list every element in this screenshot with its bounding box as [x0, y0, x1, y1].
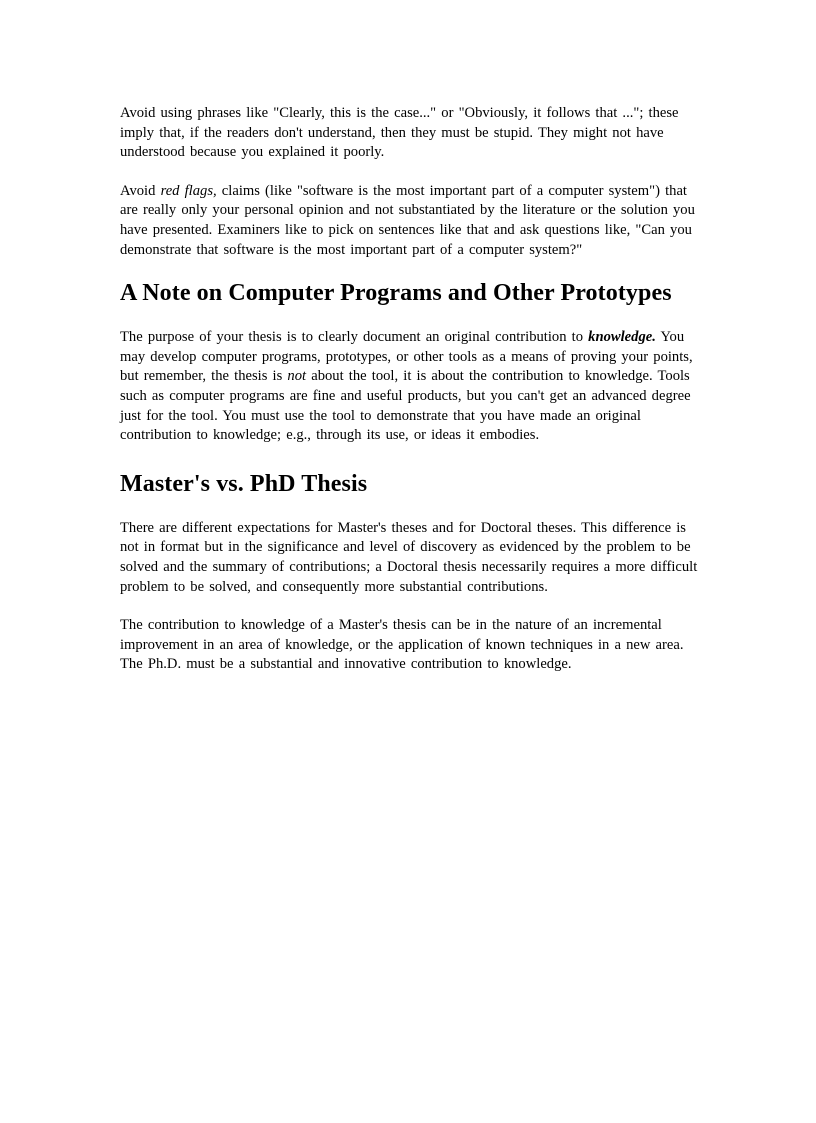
paragraph-contribution: The contribution to knowledge of a Master's thesis can be in the nature of an incremental improvement in an area of knowledge, or the application of known techniques in a new area. The Ph.D. must be a substantial and innovative contribution to knowledge.: [120, 617, 684, 673]
heading-computer-programs: A Note on Computer Programs and Other Prototypes: [120, 280, 672, 307]
paragraph-thesis-purpose: [120, 328, 700, 446]
purpose-rest: about the tool, it is about the contribution to knowledge. Tools such as computer programs are fine and useful products, but you can't get an advanced degree just for the tool. You must use the tool to demonstrate that you have made an original contribution to knowledge; e.g., through its use, or ideas it embodies.: [120, 368, 691, 444]
purpose-middle: You may develop computer programs, prototypes, or other tools as a means of proving your points, but remember, the thesis is: [120, 329, 693, 385]
paragraph-avoid-phrases: Avoid using phrases like "Clearly, this is the case..." or "Obviously, it follows that ..."; these imply that, if the readers don't understand, then they must be stupid. They might not have understood because you explained it poorly.: [120, 105, 679, 161]
not-emphasis: not: [287, 368, 307, 385]
paragraph-red-flags: [120, 182, 700, 260]
red-flags-lead: Avoid: [120, 182, 161, 199]
heading-masters-vs-phd: Master's vs. PhD Thesis: [120, 470, 368, 497]
knowledge-emphasis: knowledge.: [588, 329, 656, 346]
red-flags-emphasis: red flags,: [160, 182, 217, 199]
document-page: [120, 104, 700, 675]
paragraph-expectations: There are different expectations for Master's theses and for Doctoral theses. This difference is not in format but in the significance and level of discovery as evidenced by the problem to be solved and the summary of contributions; a Doctoral thesis necessarily requires a more difficult problem to be solved, and consequently more substantial contributions.: [120, 519, 698, 595]
purpose-lead: The purpose of your thesis is to clearly document an original contribution to: [120, 329, 589, 346]
red-flags-rest: claims (like "software is the most important part of a computer system") that are really only your personal opinion and not substantiated by the literature or the solution you have presented. Examiners like to pick on sentences like that and ask questions like, "Can you demonstrate that software is the most important part of a computer system?": [120, 182, 695, 258]
